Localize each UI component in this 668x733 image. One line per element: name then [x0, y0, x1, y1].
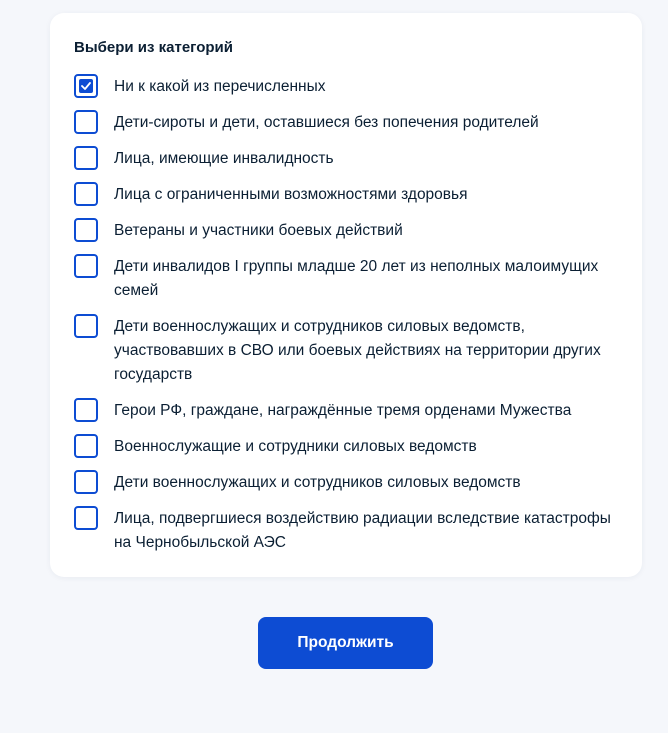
- option-svo-children[interactable]: [74, 314, 634, 387]
- checkbox[interactable]: [74, 398, 98, 422]
- option-disability[interactable]: [74, 146, 634, 171]
- category-card: [50, 13, 642, 577]
- option-heroes[interactable]: [74, 398, 634, 423]
- option-label: Лица, имеющие инвалидность: [114, 150, 334, 167]
- option-label: Герои РФ, граждане, награждённые тремя орденами Мужества: [114, 402, 572, 419]
- checkmark-icon: [79, 79, 93, 93]
- option-chernobyl[interactable]: [74, 506, 634, 555]
- continue-button[interactable]: Продолжить: [258, 617, 433, 669]
- option-military[interactable]: [74, 434, 634, 459]
- checkbox[interactable]: [74, 110, 98, 134]
- option-label: Лица с ограниченными возможностями здоровья: [114, 186, 468, 203]
- checkbox[interactable]: [74, 254, 98, 278]
- option-limited-health[interactable]: [74, 182, 634, 207]
- option-label: Дети-сироты и дети, оставшиеся без попечения родителей: [114, 114, 539, 131]
- option-label: Дети инвалидов I группы младше 20 лет из неполных малоимущих семей: [114, 258, 599, 299]
- checkbox[interactable]: [74, 182, 98, 206]
- option-label: Ветераны и участники боевых действий: [114, 222, 403, 239]
- checkbox[interactable]: [74, 218, 98, 242]
- checkbox-checked[interactable]: [74, 74, 98, 98]
- option-label: Лица, подвергшиеся воздействию радиации вследствие катастрофы на Чернобыльской АЭС: [114, 510, 611, 551]
- checkbox[interactable]: [74, 470, 98, 494]
- option-veterans[interactable]: [74, 218, 634, 243]
- option-orphans[interactable]: [74, 110, 634, 135]
- option-none[interactable]: [74, 74, 634, 99]
- checkbox[interactable]: [74, 314, 98, 338]
- form-title: Выбери из категорий: [74, 39, 234, 56]
- checkbox[interactable]: [74, 506, 98, 530]
- option-label: Ни к какой из перечисленных: [114, 78, 326, 95]
- option-label: Военнослужащие и сотрудники силовых ведомств: [114, 438, 477, 455]
- option-disabled-parents-children[interactable]: [74, 254, 634, 303]
- checkbox[interactable]: [74, 434, 98, 458]
- checkbox[interactable]: [74, 146, 98, 170]
- option-label: Дети военнослужащих и сотрудников силовых ведомств, участвовавших в СВО или боевых действиях на территории других государств: [114, 318, 601, 383]
- option-military-children[interactable]: [74, 470, 634, 495]
- option-label: Дети военнослужащих и сотрудников силовых ведомств: [114, 474, 521, 491]
